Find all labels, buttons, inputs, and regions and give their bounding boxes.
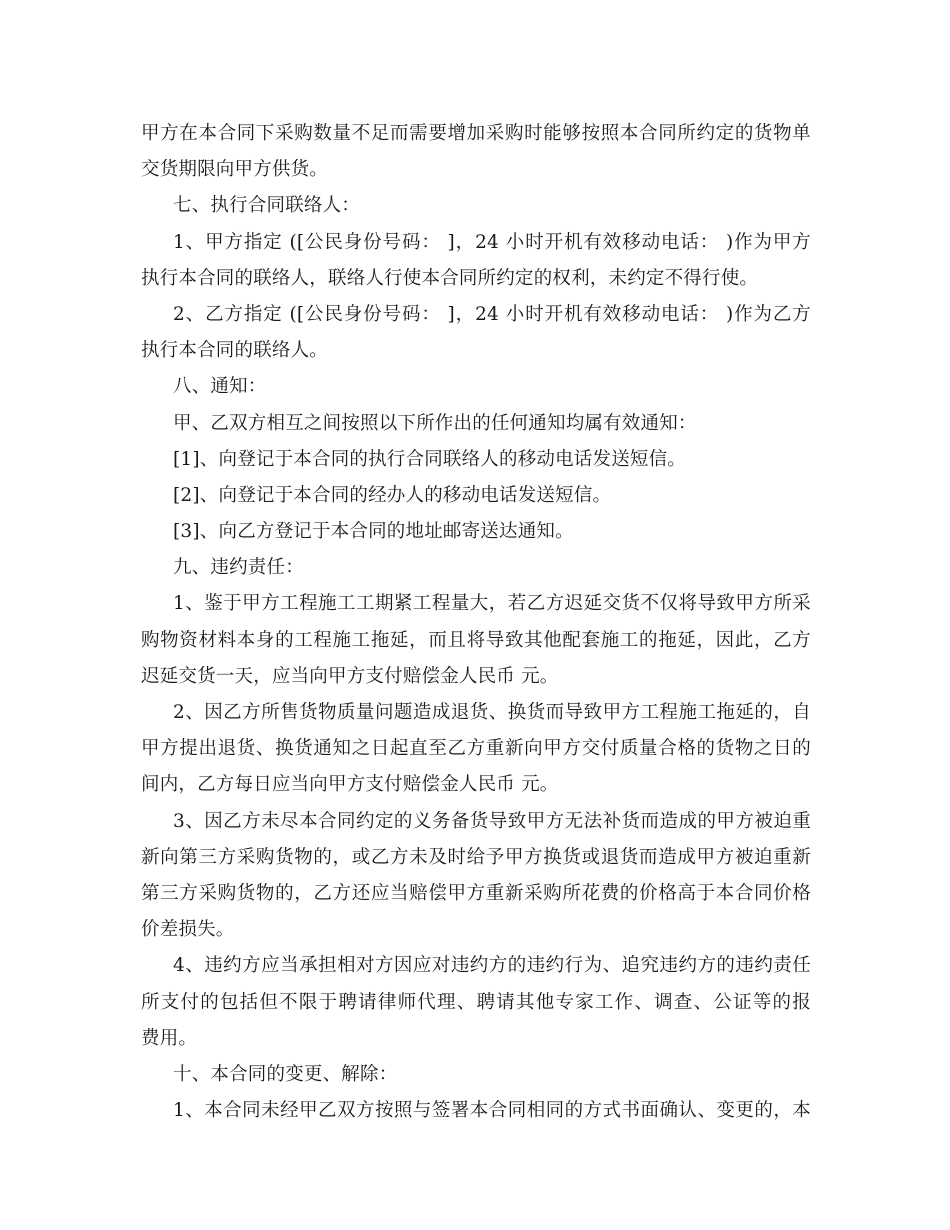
- paragraph-line: 甲方在本合同下采购数量不足而需要增加采购时能够按照本合同所约定的货物单: [141, 123, 811, 144]
- paragraph-line: 间内，乙方每日应当向甲方支付赔偿金人民币 元。: [141, 774, 559, 796]
- paragraph-line: 1、鉴于甲方工程施工工期紧工程量大，若乙方迟延交货不仅将导致甲方所采: [173, 593, 811, 615]
- paragraph-line: 甲方提出退货、换货通知之日起直至乙方重新向甲方交付质量合格的货物之日的: [141, 738, 811, 760]
- paragraph-line: 1、本合同未经甲乙双方按照与签署本合同相同的方式书面确认、变更的，本: [173, 1100, 811, 1122]
- paragraph-line: 2、乙方指定 ([公民身份号码： ]，24 小时开机有效移动电话： )作为乙方: [173, 303, 811, 325]
- paragraph-line: 执行本合同的联络人。: [141, 340, 329, 362]
- paragraph-line: 甲、乙双方相互之间按照以下所作出的任何通知均属有效通知：: [173, 412, 697, 434]
- paragraph-line: 2、因乙方所售货物质量问题造成退货、换货而导致甲方工程施工拖延的，自: [173, 702, 811, 723]
- paragraph-line: 七、执行合同联络人：: [173, 195, 361, 217]
- paragraph-line: 价差损失。: [141, 919, 235, 941]
- paragraph-line: 交货期限向甲方供货。: [141, 159, 329, 181]
- paragraph-line: 费用。: [141, 1027, 198, 1049]
- paragraph-line: 九、违约责任：: [173, 557, 304, 579]
- paragraph-line: 3、因乙方未尽本合同约定的义务备货导致甲方无法补货而造成的甲方被迫重: [173, 810, 811, 832]
- paragraph-line: 所支付的包括但不限于聘请律师代理、聘请其他专家工作、调查、公证等的报: [141, 991, 811, 1013]
- paragraph-line: [1]、向登记于本合同的执行合同联络人的移动电话发送短信。: [173, 448, 687, 470]
- paragraph-line: 1、甲方指定 ([公民身份号码： ]，24 小时开机有效移动电话： )作为甲方: [173, 231, 811, 253]
- paragraph-line: 第三方采购货物的，乙方还应当赔偿甲方重新采购所花费的价格高于本合同价格: [141, 882, 811, 904]
- paragraph-line: 新向第三方采购货物的，或乙方未及时给予甲方换货或退货而造成甲方被迫重新: [141, 846, 811, 868]
- contract-text-body: [141, 116, 811, 1129]
- paragraph-line: 八、通知：: [173, 376, 267, 398]
- paragraph-line: 购物资材料本身的工程施工拖延，而且将导致其他配套施工的拖延，因此，乙方: [141, 629, 811, 651]
- paragraph-line: 执行本合同的联络人，联络人行使本合同所约定的权利，未约定不得行使。: [141, 267, 759, 289]
- paragraph-line: [3]、向乙方登记于本合同的地址邮寄送达通知。: [173, 521, 574, 543]
- paragraph-line: 4、违约方应当承担相对方因应对违约方的违约行为、追究违约方的违约责任: [173, 955, 811, 977]
- paragraph-line: [2]、向登记于本合同的经办人的移动电话发送短信。: [173, 484, 612, 506]
- paragraph-line: 迟延交货一天，应当向甲方支付赔偿金人民币 元。: [141, 665, 559, 687]
- paragraph-line: 十、本合同的变更、解除：: [173, 1063, 398, 1085]
